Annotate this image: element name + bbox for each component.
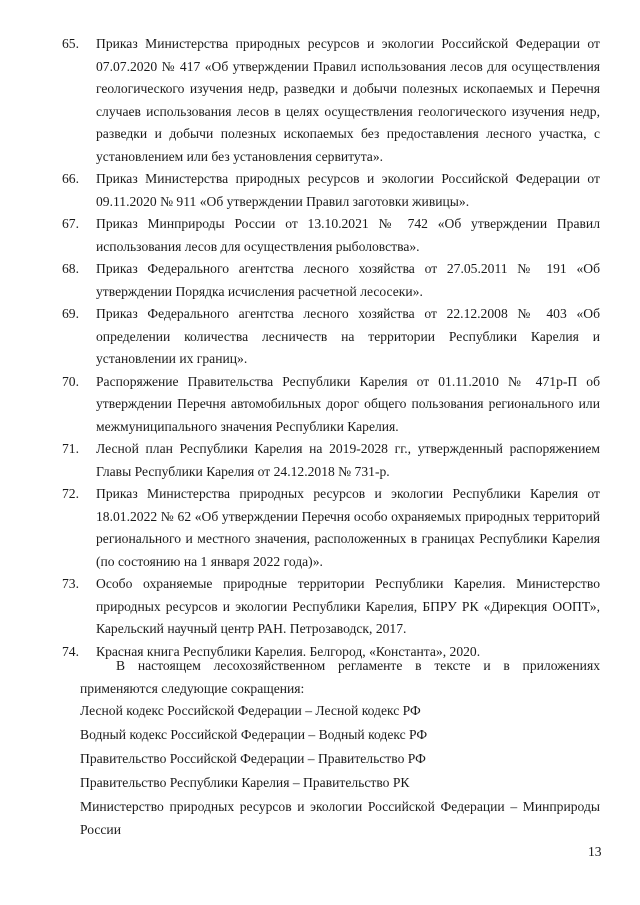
abbreviation-item: Правительство Республики Карелия – Правительство РК — [80, 775, 410, 790]
reference-item — [62, 168, 600, 213]
reference-number: 68. — [62, 261, 79, 276]
reference-text: Приказ Федерального агентства лесного хозяйства от 27.05.2011 № 191 «Об утверждении Порядка исчисления расчетной лесосеки». — [96, 261, 600, 299]
reference-item — [62, 303, 600, 371]
reference-text: Приказ Министерства природных ресурсов и экологии Российской Федерации от 07.07.2020 № 417 «Об утверждении Правил использования лесов для осуществления геологического изучения недр, разведки и добычи полезных ископаемых и Перечня случаев использования лесов в целях осуществления геологического изучения недр, разведки и добычи полезных ископаемых без предоставления лесного участка, с установлением или без установления сервитута». — [96, 36, 600, 164]
abbreviation-item: Министерство природных ресурсов и экологии Российской Федерации – Минприроды России — [80, 799, 600, 837]
reference-number: 67. — [62, 216, 79, 231]
reference-number: 65. — [62, 36, 79, 51]
abbreviation-list — [80, 700, 600, 843]
reference-text: Приказ Минприроды России от 13.10.2021 № 742 «Об утверждении Правил использования лесов для осуществления рыболовства». — [96, 216, 600, 254]
reference-text: Приказ Федерального агентства лесного хозяйства от 22.12.2008 № 403 «Об определении количества лесничеств на территории Республики Карелия и установлении их границ». — [96, 306, 600, 366]
reference-number: 71. — [62, 441, 79, 456]
page-number: 13 — [588, 844, 602, 859]
reference-text: Лесной план Республики Карелия на 2019-2028 гг., утвержденный распоряжением Главы Республики Карелия от 24.12.2018 № 731-р. — [96, 441, 600, 479]
reference-text: Приказ Министерства природных ресурсов и экологии Республики Карелия от 18.01.2022 № 62 «Об утверждении Перечня особо охраняемых природных территорий регионального и местного значения, расположенных в границах Республики Карелия (по состоянию на 1 января 2022 года)». — [96, 486, 600, 569]
reference-number: 66. — [62, 171, 79, 186]
abbreviation-item: Правительство Российской Федерации – Правительство РФ — [80, 751, 426, 766]
reference-text: Распоряжение Правительства Республики Карелия от 01.11.2010 № 471р-П об утверждении Перечня автомобильных дорог общего пользования регионального или межмуниципального значения Республики Карелия. — [96, 373, 600, 434]
reference-item — [62, 573, 600, 641]
reference-item — [62, 33, 600, 168]
reference-number: 72. — [62, 486, 79, 501]
reference-text: Приказ Министерства природных ресурсов и экологии Российской Федерации от 09.11.2020 № 911 «Об утверждении Правил заготовки живицы». — [96, 171, 600, 209]
reference-number: 73. — [62, 576, 79, 591]
abbreviations-intro: В настоящем лесохозяйственном регламенте в тексте и в приложениях применяются следующие сокращения: — [80, 658, 600, 696]
reference-number: 74. — [62, 643, 79, 659]
reference-number: 70. — [62, 373, 79, 389]
reference-item — [62, 483, 600, 573]
reference-text: Красная книга Республики Карелия. Белгород, «Константа», 2020. — [96, 643, 481, 659]
abbreviation-item: Водный кодекс Российской Федерации – Водный кодекс РФ — [80, 727, 428, 742]
reference-number: 69. — [62, 306, 79, 321]
reference-item — [62, 258, 600, 303]
reference-text: Особо охраняемые природные территории Республики Карелия. Министерство природных ресурсов и экологии Республики Карелия, БПРУ РК «Дирекция ООПТ», Карельский научный центр РАН. Петрозаводск, 2017. — [96, 576, 600, 636]
reference-item — [62, 213, 600, 258]
reference-list — [62, 33, 600, 663]
reference-item — [62, 438, 600, 483]
abbreviation-item: Лесной кодекс Российской Федерации – Лесной кодекс РФ — [80, 703, 421, 718]
reference-item — [62, 371, 600, 439]
